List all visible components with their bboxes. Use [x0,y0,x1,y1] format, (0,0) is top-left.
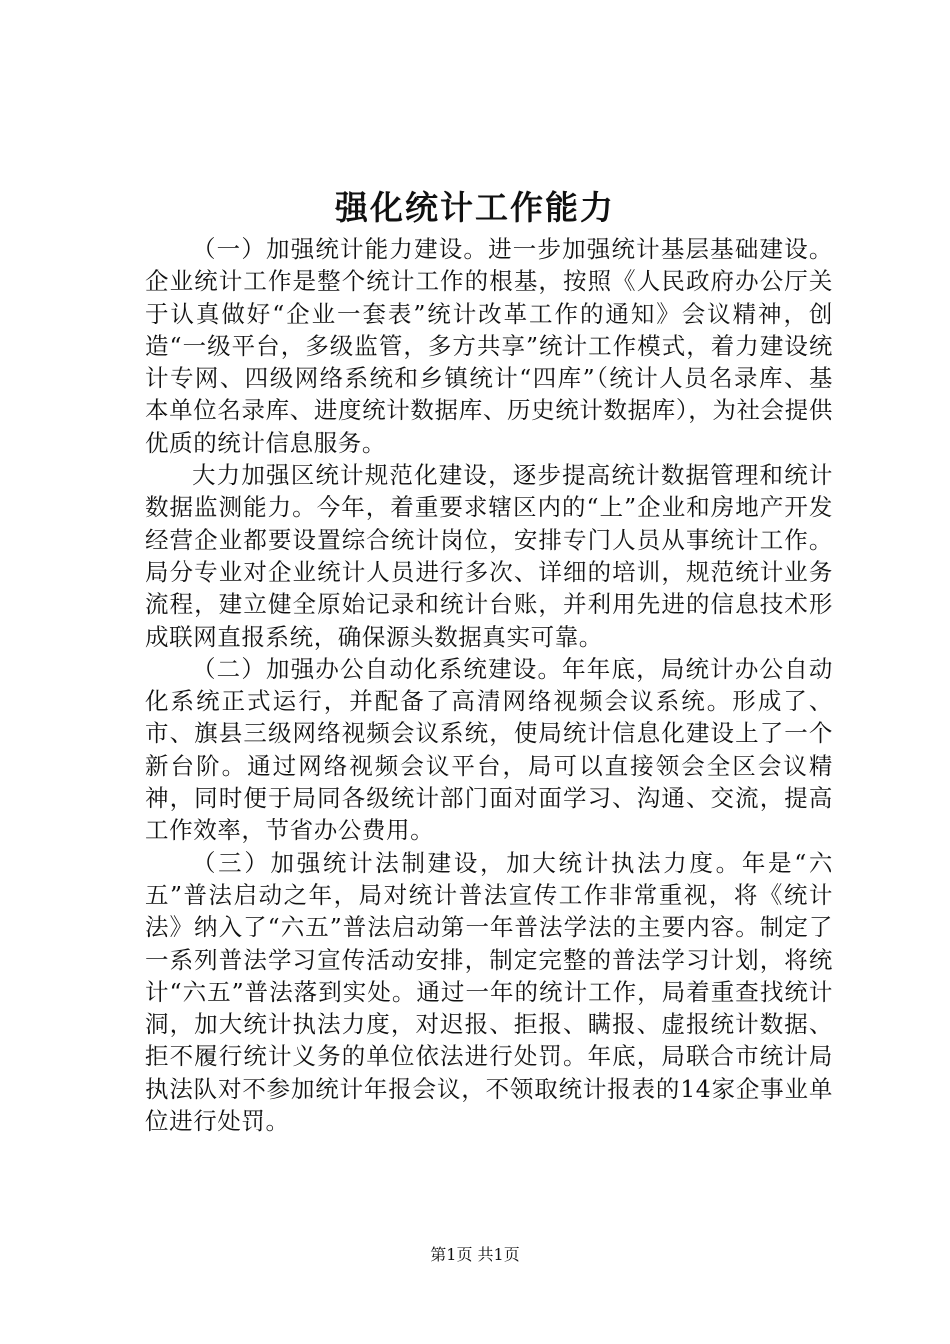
paragraph-2: 大力加强区统计规范化建设，逐步提高统计数据管理和统计数据监测能力。今年，着重要求辖区内的“上”企业和房地产开发经营企业都要设置综合统计岗位，安排专门人员从事统计工作。局分专业对企业统计人员进行多次、详细的培训，规范统计业务流程，建立健全原始记录和统计台账，并利用先进的信息技术形成联网直报系统，确保源头数据真实可靠。 [145,461,833,651]
paragraph-3: （二）加强办公自动化系统建设。年年底，局统计办公自动化系统正式运行，并配备了高清网络视频会议系统。形成了、市、旗县三级网络视频会议系统，使局统计信息化建设上了一个新台阶。通过网络视频会议平台，局可以直接领会全区会议精神，同时便于局同各级统计部门面对面学习、沟通、交流，提高工作效率，节省办公费用。 [145,654,833,845]
document-title: 强化统计工作能力 [335,188,615,227]
page-footer: 第1页 共1页 [430,1245,520,1264]
paragraph-1: （一）加强统计能力建设。进一步加强统计基层基础建设。企业统计工作是整个统计工作的根基，按照《人民政府办公厅关于认真做好“企业一套表”统计改革工作的通知》会议精神，创造“一级平台，多级监管，多方共享”统计工作模式，着力建设统计专网、四级网络系统和乡镇统计“四库”（统计人员名录库、基本单位名录库、进度统计数据库、历史统计数据库），为社会提供优质的统计信息服务。 [145,235,833,457]
paragraph-4: （三）加强统计法制建设，加大统计执法力度。年是“六五”普法启动之年，局对统计普法宣传工作非常重视，将《统计法》纳入了“六五”普法启动第一年普法学法的主要内容。制定了一系列普法学习宣传活动安排，制定完整的普法学习计划，将统计“六五”普法落到实处。通过一年的统计工作，局着重查找统计洞，加大统计执法力度，对迟报、拒报、瞒报、虚报统计数据、拒不履行统计义务的单位依法进行处罚。年底，局联合市统计局执法队对不参加统计年报会议，不领取统计报表的14家企事业单位进行处罚。 [145,848,833,1136]
document-body [145,233,833,1137]
